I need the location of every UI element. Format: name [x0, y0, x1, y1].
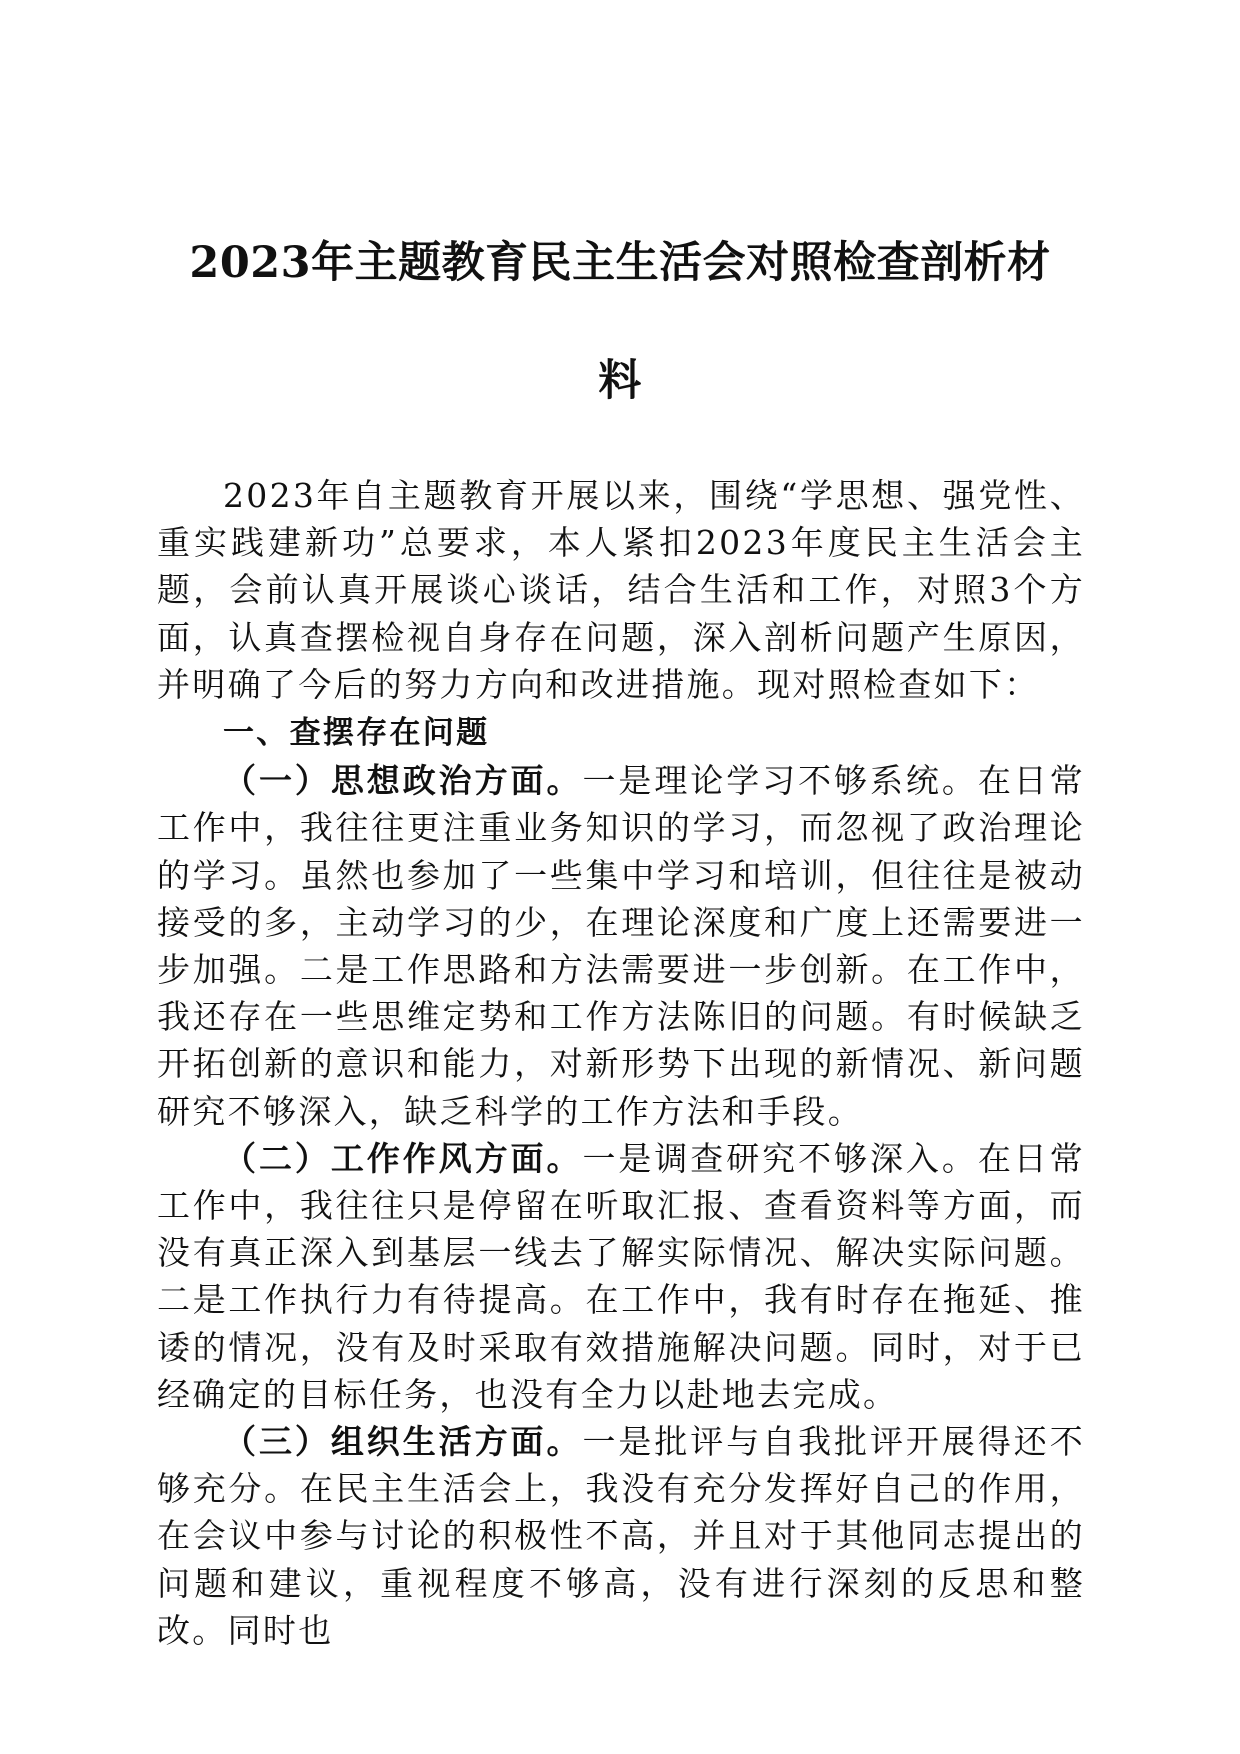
subheading-ideology: （一）思想政治方面。	[223, 761, 583, 801]
paragraph-work-style	[157, 1135, 1085, 1418]
subheading-work-style: （二）工作作风方面。	[223, 1138, 583, 1178]
document-title-line-2: 料	[598, 356, 642, 406]
section-heading-1	[157, 708, 1085, 757]
intro-paragraph: 2023年自主题教育开展以来，围绕“学思想、强党性、重实践建新功”总要求，本人紧扣2023年度民主生活会主题，会前认真开展谈心谈话，结合生活和工作，对照3个方面，认真查摆检视自身存在问题，深入剖析问题产生原因，并明确了今后的努力方向和改进措施。现对照检查如下：	[157, 476, 1085, 704]
paragraph-organization-text: 一是批评与自我批评开展得还不够充分。在民主生活会上，我没有充分发挥好自己的作用，在会议中参与讨论的积极性不高，并且对于其他同志提出的问题和建议，重视程度不够高，没有进行深刻的反思和整改。同时也	[157, 1422, 1086, 1650]
paragraph-ideology-text: 一是理论学习不够系统。在日常工作中，我往往更注重业务知识的学习，而忽视了政治理论的学习。虽然也参加了一些集中学习和培训，但往往是被动接受的多，主动学习的少，在理论深度和广度上还需要进一步加强。二是工作思路和方法需要进一步创新。在工作中，我还存在一些思维定势和工作方法陈旧的问题。有时候缺乏开拓创新的意识和能力，对新形势下出现的新情况、新问题研究不够深入，缺乏科学的工作方法和手段。	[157, 761, 1086, 1131]
paragraph-organization	[157, 1418, 1085, 1654]
document-title-line-1: 2023年主题教育民主生活会对照检查剖析材	[189, 238, 1051, 288]
subheading-organization: （三）组织生活方面。	[223, 1422, 583, 1462]
section-heading-text: 一、查摆存在问题	[223, 715, 490, 752]
paragraph-ideology	[157, 757, 1085, 1135]
paragraph-work-style-text: 一是调查研究不够深入。在日常工作中，我往往只是停留在听取汇报、查看资料等方面，而没有真正深入到基层一线去了解实际情况、解决实际问题。二是工作执行力有待提高。在工作中，我有时存在拖延、推诿的情况，没有及时采取有效措施解决问题。同时，对于已经确定的目标任务，也没有全力以赴地去完成。	[157, 1138, 1086, 1414]
document-body	[157, 472, 1085, 1654]
